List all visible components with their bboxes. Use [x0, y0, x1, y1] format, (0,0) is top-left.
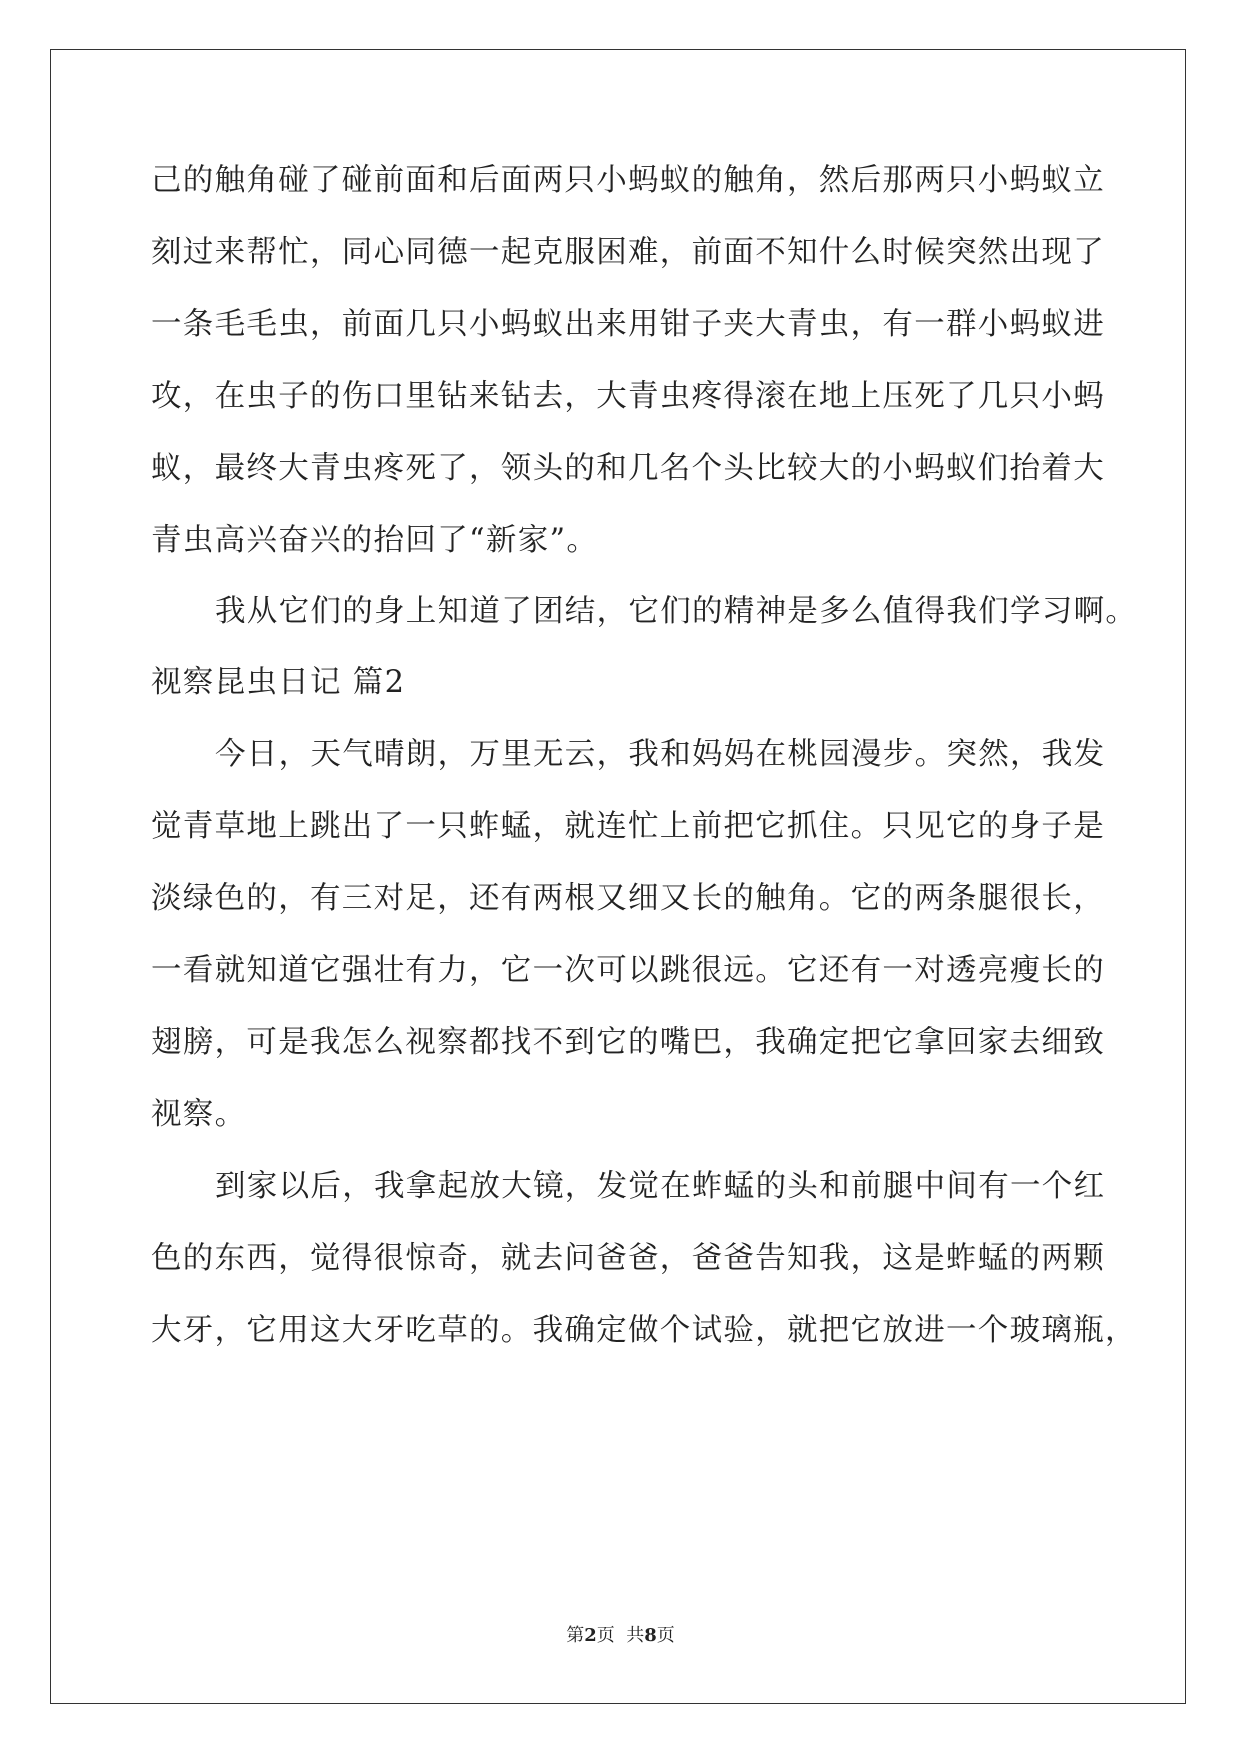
- text-line: 翅膀，可是我怎么视察都找不到它的嘴巴，我确定把它拿回家去细致: [151, 1025, 1105, 1060]
- text-line: 青虫高兴奋兴的抬回了“新家”。: [151, 523, 599, 558]
- text-line: 淡绿色的，有三对足，还有两根又细又长的触角。它的两条腿很长，: [151, 881, 1105, 916]
- text-line: 色的东西，觉得很惊奇，就去问爸爸，爸爸告知我，这是蚱蜢的两颗: [151, 1241, 1105, 1276]
- page-footer: [0, 1621, 1241, 1647]
- footer-mid: 页 共: [596, 1625, 645, 1646]
- text-line: 蚁，最终大青虫疼死了，领头的和几名个头比较大的小蚂蚁们抬着大: [151, 451, 1105, 486]
- section-heading: 视察昆虫日记 篇2: [151, 665, 406, 700]
- text-line: 己的触角碰了碰前面和后面两只小蚂蚁的触角，然后那两只小蚂蚁立: [151, 163, 1105, 198]
- current-page-number: 2: [584, 1625, 597, 1646]
- text-line: 我从它们的身上知道了团结，它们的精神是多么值得我们学习啊。: [215, 594, 1138, 629]
- text-line: 今日，天气晴朗，万里无云，我和妈妈在桃园漫步。突然，我发: [215, 737, 1106, 772]
- text-line: 视察。: [151, 1097, 247, 1132]
- text-line: 到家以后，我拿起放大镜，发觉在蚱蜢的头和前腿中间有一个红: [215, 1169, 1106, 1204]
- total-page-number: 8: [644, 1625, 657, 1646]
- text-line: 大牙，它用这大牙吃草的。我确定做个试验，就把它放进一个玻璃瓶，: [151, 1313, 1137, 1348]
- text-line: 攻，在虫子的伤口里钻来钻去，大青虫疼得滚在地上压死了几只小蚂: [151, 379, 1105, 414]
- text-line: 刻过来帮忙，同心同德一起克服困难，前面不知什么时候突然出现了: [151, 235, 1105, 270]
- page-border: [50, 49, 1186, 1704]
- text-line: 觉青草地上跳出了一只蚱蜢，就连忙上前把它抓住。只见它的身子是: [151, 809, 1105, 844]
- text-line: 一看就知道它强壮有力，它一次可以跳很远。它还有一对透亮瘦长的: [151, 953, 1105, 988]
- text-line: 一条毛毛虫，前面几只小蚂蚁出来用钳子夹大青虫，有一群小蚂蚁进: [151, 307, 1105, 342]
- footer-prefix: 第: [566, 1625, 585, 1646]
- footer-suffix: 页: [656, 1625, 675, 1646]
